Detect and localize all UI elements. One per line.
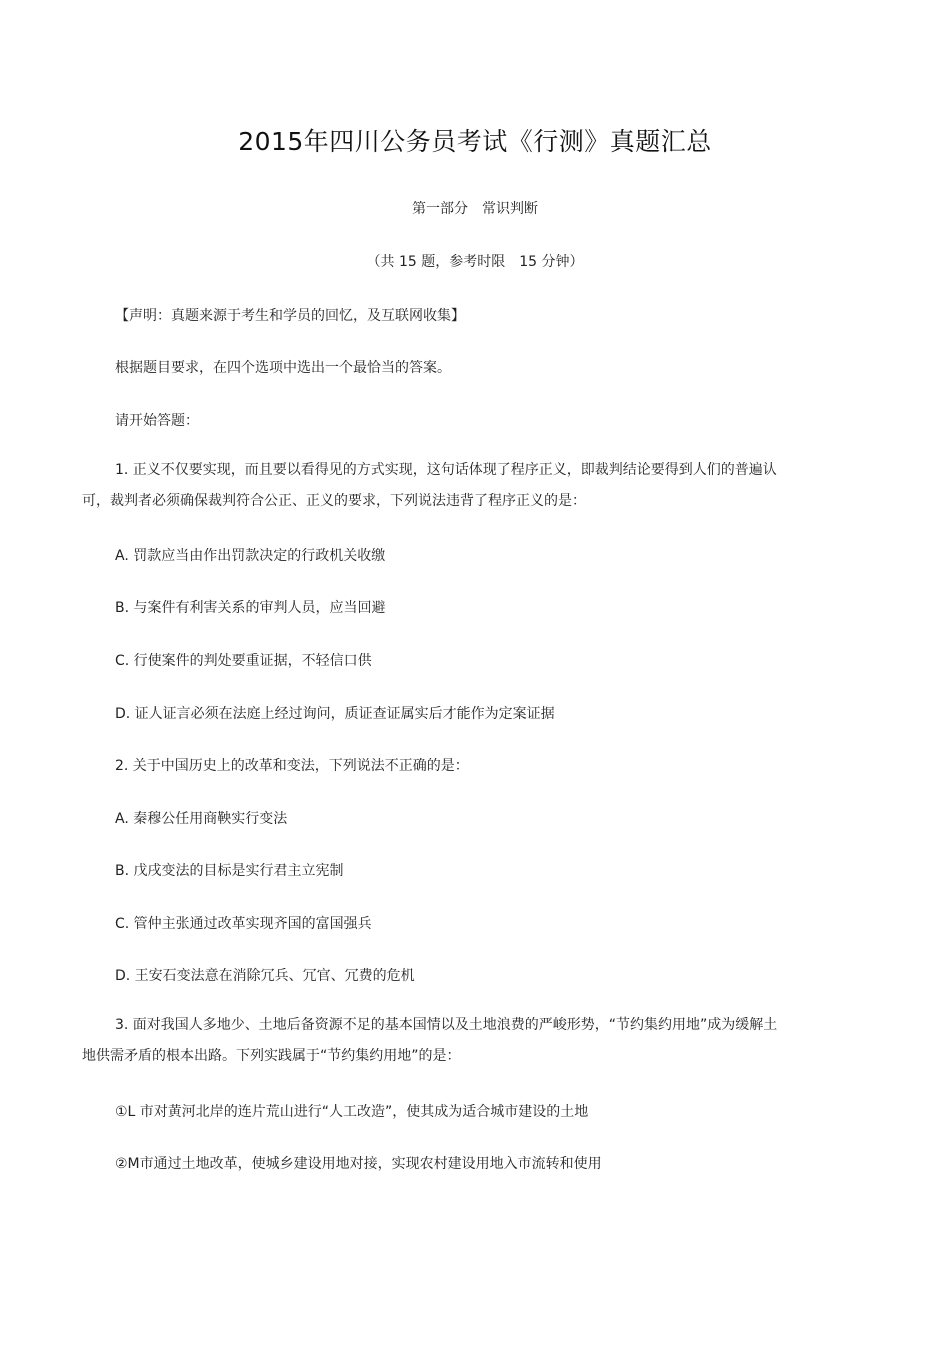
question-option: B. 与案件有利害关系的审判人员，应当回避 [115, 600, 386, 616]
instruction: 根据题目要求，在四个选项中选出一个最恰当的答案。 [115, 360, 451, 376]
question-option: C. 管仲主张通过改革实现齐国的富国强兵 [115, 916, 372, 932]
question-option: D. 证人证言必须在法庭上经过询问，质证查证属实后才能作为定案证据 [115, 706, 555, 722]
question-item: ①L 市对黄河北岸的连片荒山进行“人工改造”，使其成为适合城市建设的土地 [115, 1104, 589, 1120]
section-meta: （共 15 题，参考时限 15 分钟） [366, 254, 584, 270]
question-stem: 3. 面对我国人多地少、土地后备资源不足的基本国情以及土地浪费的严峻形势，“节约集约用地”成为缓解土地供需矛盾的根本出路。下列实践属于“节约集约用地”的是： [82, 1017, 778, 1064]
question-item: ②M市通过土地改革，使城乡建设用地对接，实现农村建设用地入市流转和使用 [115, 1156, 602, 1172]
disclaimer: 【声明：真题来源于考生和学员的回忆，及互联网收集】 [115, 308, 465, 324]
section-heading: 第一部分 常识判断 [412, 201, 538, 217]
question-option: C. 行使案件的判处要重证据，不轻信口供 [115, 653, 372, 669]
question-option: A. 秦穆公任用商鞅实行变法 [115, 811, 288, 827]
question-option: A. 罚款应当由作出罚款决定的行政机关收缴 [115, 548, 386, 564]
question-stem: 1. 正义不仅要实现，而且要以看得见的方式实现，这句话体现了程序正义，即裁判结论要得到人们的普遍认可，裁判者必须确保裁判符合公正、正义的要求，下列说法违背了程序正义的是： [82, 462, 777, 509]
document-title: 2015年四川公务员考试《行测》真题汇总 [238, 127, 712, 156]
start-prompt: 请开始答题： [115, 413, 199, 429]
question-stem: 2. 关于中国历史上的改革和变法，下列说法不正确的是： [115, 758, 469, 774]
question-option: B. 戊戌变法的目标是实行君主立宪制 [115, 863, 344, 879]
question-option: D. 王安石变法意在消除冗兵、冗官、冗费的危机 [115, 968, 415, 984]
